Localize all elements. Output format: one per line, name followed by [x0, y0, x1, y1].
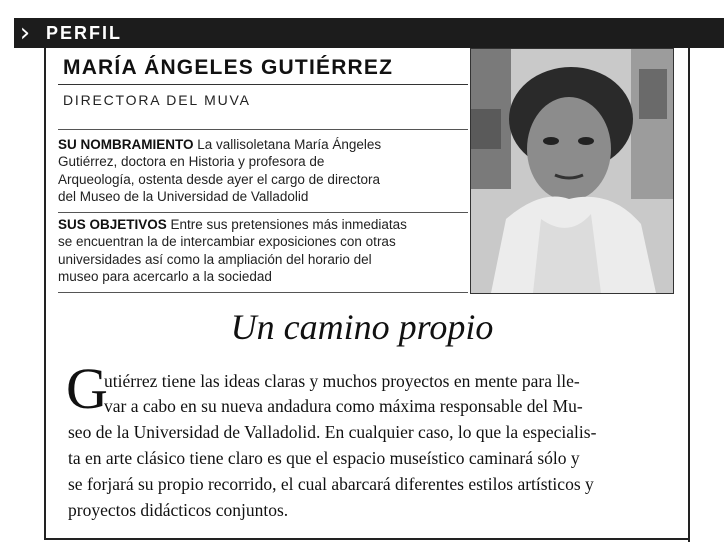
frame-left-border [44, 48, 46, 540]
article-line: utiérrez tiene las ideas claras y muchos proyectos en mente para lle- [104, 371, 580, 391]
chevron-right-icon: › [19, 18, 31, 48]
appointment-block [58, 136, 458, 205]
divider [58, 212, 468, 213]
section-label: PERFIL [46, 23, 123, 43]
portrait-photo [470, 48, 674, 294]
appointment-label: SU NOMBRAMIENTO [58, 137, 194, 152]
article-line: seo de la Universidad de Valladolid. En cualquier caso, lo que la especialis- [68, 422, 597, 442]
article-line: ta en arte clásico tiene claro es que el espacio museístico caminará sólo y [68, 448, 580, 468]
objectives-line: universidades así como la ampliación del horario del [58, 251, 372, 267]
appointment-line: La vallisoletana María Ángeles [193, 137, 382, 152]
appointment-line: Gutiérrez, doctora en Historia y profesora de [58, 154, 325, 170]
objectives-line: museo para acercarlo a la sociedad [58, 268, 272, 284]
portrait-image [471, 49, 673, 293]
appointment-line: del Museo de la Universidad de Valladolid [58, 188, 309, 204]
article-line: proyectos didácticos conjuntos. [68, 500, 289, 520]
objectives-label: SUS OBJETIVOS [58, 217, 167, 232]
frame-bottom-border [44, 538, 690, 540]
objectives-line: Entre sus pretensiones más inmediatas [166, 217, 407, 232]
appointment-line: Arqueología, ostenta desde ayer el cargo de directora [58, 171, 380, 187]
divider [58, 129, 468, 130]
article-line: se forjará su propio recorrido, el cual abarcará diferentes estilos artísticos y [68, 474, 594, 494]
frame-right-border [688, 48, 690, 542]
objectives-block [58, 216, 458, 285]
profile-name: MARÍA ÁNGELES GUTIÉRREZ [63, 56, 394, 79]
divider [58, 292, 468, 293]
objectives-line: se encuentran la de intercambiar exposiciones con otras [58, 234, 396, 250]
drop-cap: G [66, 356, 108, 421]
divider [58, 84, 468, 85]
article-line: var a cabo en su nueva andadura como máxima responsable del Mu- [104, 396, 583, 416]
profile-role: DIRECTORA DEL MUVA [63, 92, 251, 108]
article-headline: Un camino propio [230, 307, 494, 347]
